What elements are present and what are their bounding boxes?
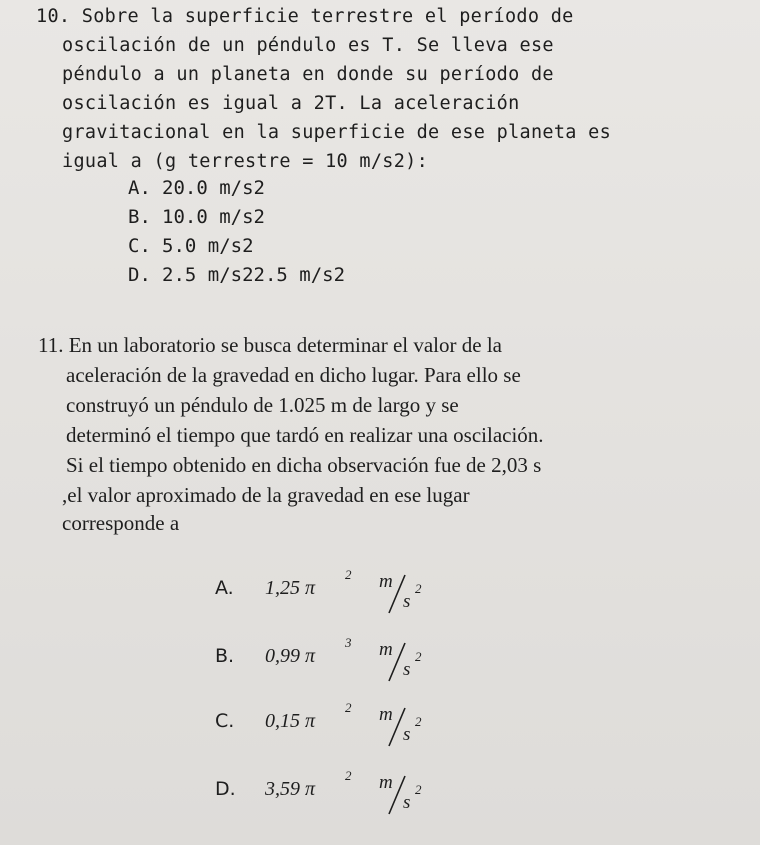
option-letter: D. <box>128 264 151 286</box>
option-letter: A. <box>128 177 151 199</box>
q11-line-7: corresponde a <box>62 511 180 535</box>
q11-option-c[interactable] <box>215 700 455 760</box>
q11-line-6: ,el valor aproximado de la gravedad en ese lugar <box>62 483 470 507</box>
q11-line-4: determinó el tiempo que tardó en realizar una oscilación. <box>66 423 544 447</box>
q11-option-b[interactable] <box>215 635 455 695</box>
q10-option-c[interactable] <box>128 235 254 257</box>
pi-exponent: 3 <box>345 635 352 650</box>
unit-numerator: m <box>379 704 393 725</box>
option-letter: C. <box>215 710 235 732</box>
option-text: 2.5 m/s22.5 m/s2 <box>162 264 346 286</box>
q10-line-4: oscilación es igual a 2T. La aceleración <box>62 93 520 114</box>
option-text: 20.0 m/s2 <box>162 177 265 199</box>
q10-line-6: igual a (g terrestre = 10 m/s2): <box>62 151 429 172</box>
pi-exponent: 2 <box>345 768 352 783</box>
unit-numerator: m <box>379 772 393 793</box>
q10-option-d[interactable] <box>128 264 345 286</box>
q10-line-5: gravitacional en la superficie de ese planeta es <box>62 122 612 143</box>
unit-exponent: 2 <box>415 581 422 596</box>
option-value: 1,25 π <box>265 577 316 599</box>
option-text: 10.0 m/s2 <box>162 206 265 228</box>
unit-numerator: m <box>379 639 393 660</box>
q10-line-2: oscilación de un péndulo es T. Se lleva ese <box>62 35 554 56</box>
q10-line-1: 10. Sobre la superficie terrestre el período de <box>36 6 574 27</box>
q10-option-a[interactable] <box>128 177 265 199</box>
unit-denominator: s <box>403 792 411 813</box>
option-letter: B. <box>215 645 235 667</box>
unit-exponent: 2 <box>415 782 422 797</box>
option-value: 3,59 π <box>265 778 316 800</box>
q11-line-5: Si el tiempo obtenido en dicha observación fue de 2,03 s <box>66 453 542 477</box>
q11-line-3: construyó un péndulo de 1.025 m de largo y se <box>66 393 459 417</box>
q11-line-1: 11. En un laboratorio se busca determinar el valor de la <box>38 333 502 357</box>
option-letter: A. <box>215 577 234 599</box>
unit-numerator: m <box>379 571 393 592</box>
unit-denominator: s <box>403 591 411 612</box>
q11-line-2: aceleración de la gravedad en dicho lugar. Para ello se <box>66 363 521 387</box>
q10-line-3: péndulo a un planeta en donde su período de <box>62 64 554 85</box>
unit-denominator: s <box>403 724 411 745</box>
unit-exponent: 2 <box>415 714 422 729</box>
unit-denominator: s <box>403 659 411 680</box>
pi-exponent: 2 <box>345 567 352 582</box>
pi-exponent: 2 <box>345 700 352 715</box>
q11-option-d[interactable] <box>215 768 455 828</box>
q11-option-a[interactable] <box>215 567 455 627</box>
option-letter: C. <box>128 235 151 257</box>
unit-exponent: 2 <box>415 649 422 664</box>
option-letter: D. <box>215 778 236 800</box>
option-value: 0,99 π <box>265 645 316 667</box>
option-letter: B. <box>128 206 151 228</box>
option-text: 5.0 m/s2 <box>162 235 254 257</box>
option-value: 0,15 π <box>265 710 316 732</box>
q10-option-b[interactable] <box>128 206 265 228</box>
